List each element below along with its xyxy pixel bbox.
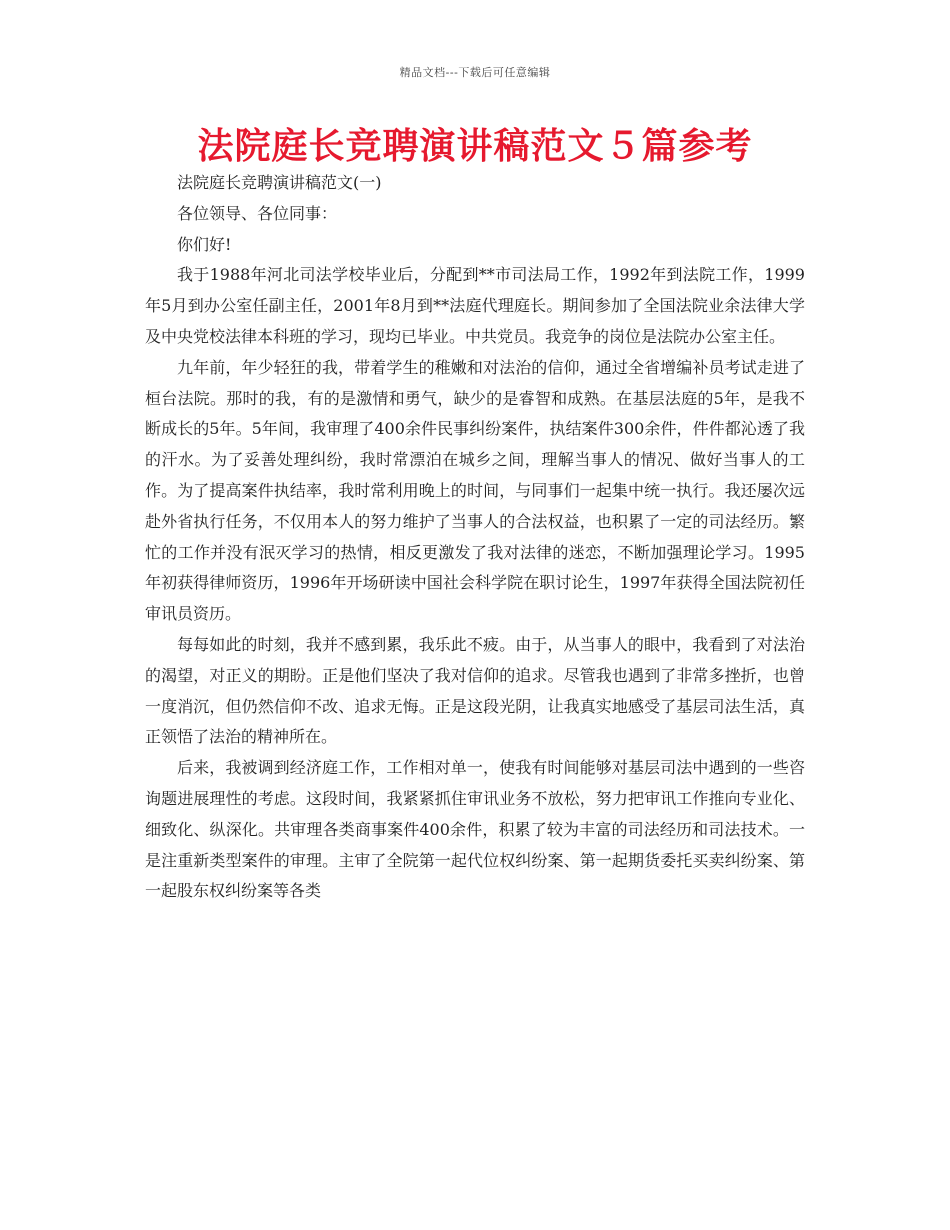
document-header-note: 精品文档---下载后可任意编辑 — [399, 66, 551, 79]
greeting: 你们好! — [177, 234, 232, 254]
document-title: 法院庭长竞聘演讲稿范文５篇参考 — [197, 125, 753, 167]
document-body — [145, 168, 805, 907]
section-heading: 法院庭长竞聘演讲稿范文(一) — [177, 173, 382, 192]
body-paragraph: 后来，我被调到经济庭工作，工作相对单一，使我有时间能够对基层司法中遇到的一些咨询题进展理性的考虑。这段时间，我紧紧抓住审讯业务不放松，努力把审讯工作推向专业化、细致化、纵深化。共审理各类商事案件400余件，积累了较为丰富的司法经历和司法技术。一是注重新类型案件的审理。主审了全院第一起代位权纠纷案、第一起期货委托买卖纠纷案、第一起股东权纠纷案等各类 — [145, 758, 805, 901]
body-paragraph: 九年前，年少轻狂的我，带着学生的稚嫩和对法治的信仰，通过全省增编补员考试走进了桓台法院。那时的我，有的是激情和勇气，缺少的是睿智和成熟。在基层法庭的5年，是我不断成长的5年。5年间，我审理了400余件民事纠纷案件，执结案件300余件，件件都沁透了我的汗水。为了妥善处理纠纷，我时常漂泊在城乡之间，理解当事人的情况、做好当事人的工作。为了提高案件执结率，我时常利用晚上的时间，与同事们一起集中统一执行。我还屡次远赴外省执行任务，不仅用本人的努力维护了当事人的合法权益，也积累了一定的司法经历。繁忙的工作并没有泯灭学习的热情，相反更激发了我对法律的迷恋，不断加强理论学习。1995年初获得律师资历，1996年开场研读中国社会科学院在职讨论生，1997年获得全国法院初任审讯员资历。 — [145, 357, 805, 624]
salutation: 各位领导、各位同事： — [177, 203, 338, 223]
body-paragraph: 每每如此的时刻，我并不感到累，我乐此不疲。由于，从当事人的眼中，我看到了对法治的渴望，对正义的期盼。正是他们坚决了我对信仰的追求。尽管我也遇到了非常多挫折，也曾一度消沉，但仍然信仰不改、追求无悔。正是这段光阴，让我真实地感受了基层司法生活，真正领悟了法治的精神所在。 — [145, 634, 805, 747]
body-paragraph: 我于1988年河北司法学校毕业后，分配到**市司法局工作，1992年到法院工作，1999年5月到办公室任副主任，2001年8月到**法庭代理庭长。期间参加了全国法院业余法律大学及中央党校法律本科班的学习，现均已毕业。中共党员。我竞争的岗位是法院办公室主任。 — [145, 265, 805, 346]
